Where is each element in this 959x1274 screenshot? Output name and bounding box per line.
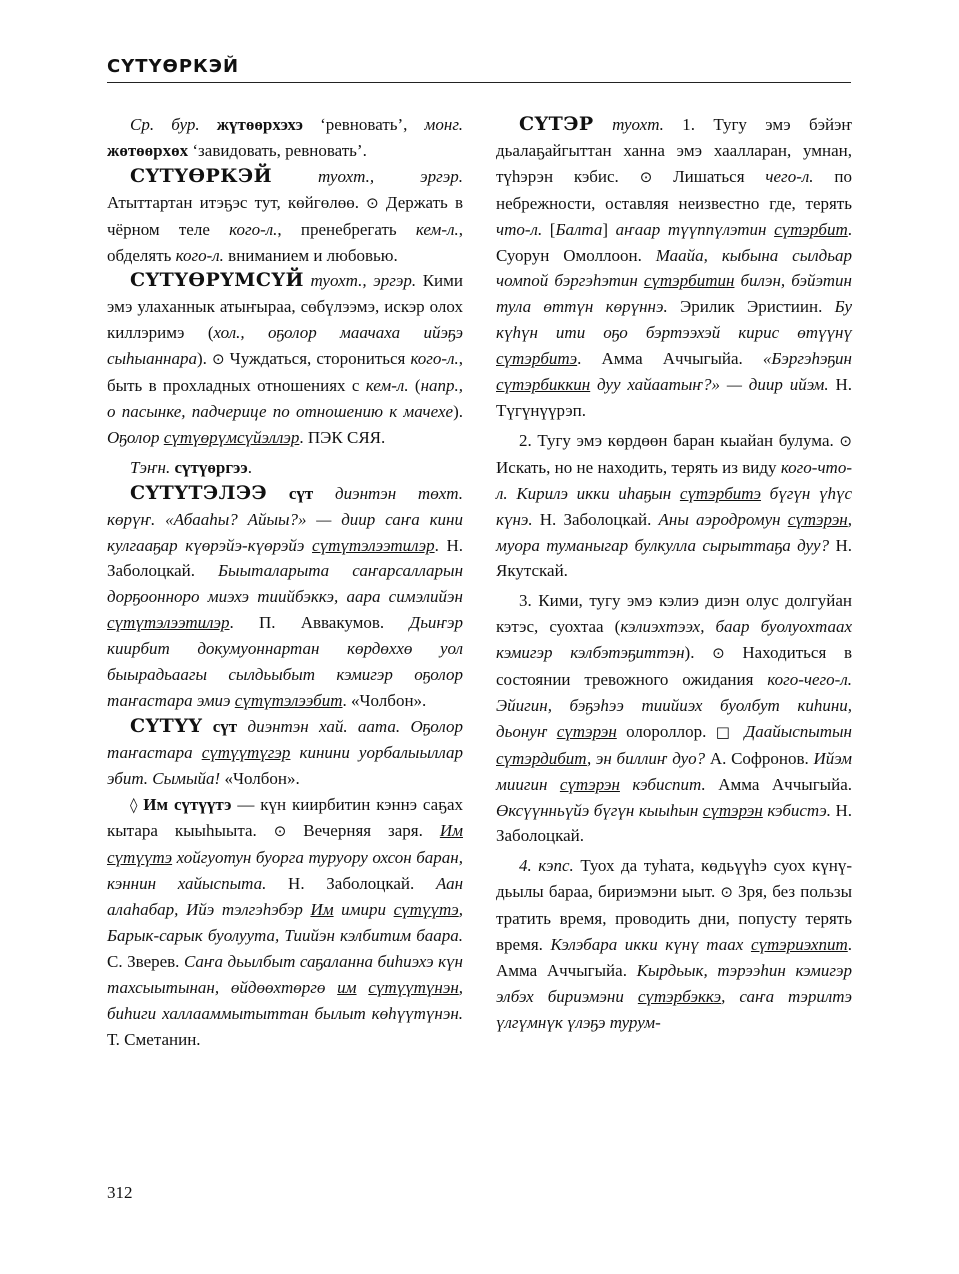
entry-phrase-im-sutuute: ◊ Им сүтүүтэ — күн киирбитин кэннэ саҕах кытара кыыһыыта. ⊙ Вечерняя заря. Им сүтүүтэ хойгуотун буорга туруору охсон баран, кэннин хайыспыта. Н. Заболоцкай. Аан алаһабар, Ийэ тэлгэһэбэр Им имири сүтүүтэ, Барык-сарык буолуута, Тиийэн кэлбитим баара. С. Зверев. Саҥа дьылбыт саҕаланна биһиэхэ күн тахсыытынан, өйдөөхтөргө им сүтүүтүнэн, биһиги халлааммытыттан былыт көһүүтүнэн. Т. Сметанин. <box>107 794 464 1049</box>
entry-continuation: Ср. бур. жүтөөрхэхэ ‘ревновать’, монг. жөтөөрхөх ‘завидовать, ревновать’. <box>107 115 463 160</box>
entry-sutuu: СҮТҮҮ сүт диэнтэн хай. аата. Оҕолор таҥастара сүтүүтүгэр кинини уорбалыыллар эбит. Сымыйа! «Чолбон». <box>107 714 463 788</box>
headword: СҮТҮӨРҮМСҮЙ <box>130 269 304 292</box>
headword: СҮТЭР <box>519 113 594 135</box>
entry-suter-sense-2: 2. Тугу эмэ көрдөөн баран кыайан булума. ⊙ Искать, но не находить, терять из виду кого-что-л. Кирилэ икки иһаҕын сүтэрбитэ бүгүн үһүс күнэ. Н. Заболоцкай. Аны аэродромун сүтэрэн, муора туманыгар булкулла сырыттаҕа дуу? Н. Якутскай. <box>496 430 852 581</box>
entry-suter-sense-3: 3. Кими, тугу эмэ кэлиэ диэн олус долгуйан кэтэс, суохтаа (кэлиэхтээх, баар буолуохтаах кэмигэр кэлбэтэҕиттэн). ⊙ Находиться в состоянии тревожного ожидания кого-чего-л. Эйигин, бэҕэһээ тиийиэх буолбут киһини, дьонуҥ сүтэрэн олороллор. □ Даайыспытын сүтэрдибит, эн биллиҥ дуо? А. Софронов. Ийэм миигин сүтэрэн кэбиспит. Амма Аччыгыйа. Өксүүнньүйэ бүгүн кыыһын сүтэрэн кэбистэ. Н. Заболоцкай. <box>496 591 853 846</box>
headword: СҮТҮӨРКЭЙ <box>130 164 273 187</box>
entry-suter-sense-1: СҮТЭР туохт. 1. Тугу эмэ бэйэҥ дьалаҕайгыттан ханна эмэ хаалларан, умнан, түһэрэн кэбис. ⊙ Лишаться чего-л. по небрежности, оставляя неизвестно где, терять что-л. [Балта] аҥаар түүппүлэтин сүтэрбит. Суорун Омоллоон. Маайа, кыбына сылдьар чомпой бэргэһэтин сүтэрбитин билэн, бэйэтин тула өттүн көрүннэ. Эрилик Эристиин. Бу күһүн ити оҕо бэртээхэй кирис өтүүнү сүтэрбитэ. Амма Аччыгыйа. «Бэргэһэҕин сүтэрбиккин дуу хайаатыҥ?» — диир ийэм. Н. Түгүнүүрэп. <box>496 113 853 420</box>
headword: СҮТҮҮ <box>130 714 203 737</box>
headword: СҮТҮТЭЛЭЭ <box>130 481 268 504</box>
running-header-title: СҮТҮӨРКЭЙ <box>107 56 240 77</box>
translation-marker-icon: ⊙ <box>639 167 653 186</box>
page-number: 312 <box>107 1183 133 1202</box>
running-header <box>107 52 851 83</box>
translation-marker-icon: ⊙ <box>839 431 852 450</box>
entry-cross-reference: Тэҥн. сүтүөргээ. <box>130 457 252 477</box>
left-column <box>107 112 463 1053</box>
translation-marker-icon: ⊙ <box>712 644 725 663</box>
entry-sututelee: СҮТҮТЭЛЭЭ сүт диэнтэн төхт. көрүҥ. «Абааһы? Айыы?» — диир саҥа кини кулгааҕар күөрэйэ-күөрэйэ сүтүтэлээтилэр. Н. Заболоцкай. Быыталарыта саҥарсалларын дорҕоонноро миэхэ тиийбэккэ, аара симэлийэн сүтүтэлээтилэр. П. Аввакумов. Дьиҥэр киирбит докумуоннартан көрдөххө уол быырадьаагы сылдьыбыт кэмигэр оҕолор таҥастара эмиэ сүтүтэлээбит. «Чолбон». <box>107 481 464 710</box>
translation-marker-icon: ⊙ <box>211 350 225 369</box>
entry-sutuorumsui: СҮТҮӨРҮМСҮЙ туохт., эргэр. Кими эмэ улаханнык атыҥыраа, сөбүлээмэ, искэр олох киллэримэ (хол., оҕолор маачаха ийэҕэ сыһыаннара). ⊙ Чуждаться, сторониться кого-л., быть в прохладных отношениях с кем-л. (напр., о пасынке, падчерице по отношению к мачехе). Оҕолор сүтүөрүмсүйэллэр. ПЭК СЯЯ. <box>107 269 464 447</box>
translation-marker-icon: ⊙ <box>366 193 379 212</box>
translation-marker-icon: ⊙ <box>720 883 733 902</box>
entry-suter-sense-4: 4. кэпс. Туох да туһата, көдьүүһэ суох күнү-дьылы бараа, бириэмэни ыыт. ⊙ Зря, без пользы тратить время, проводить дни, попусту терять время. Кэлэбара икки күнү таах сүтэриэхпит. Амма Аччыгыйа. Кырдьык, тэрээһин кэмигэр элбэх бириэмэни сүтэрбэккэ, саҥа тэрилтэ үлгүмнүк үлэҕэ турум- <box>496 856 852 1032</box>
right-column <box>496 112 852 1036</box>
entry-sutuorkei: СҮТҮӨРКЭЙ туохт., эргэр. Атыттартан итэҕэс тут, көйгөлөө. ⊙ Держать в чёрном теле кого-л., пренебрегать кем-л., обделять кого-л. вниманием и любовью. <box>107 164 463 265</box>
translation-marker-icon: ⊙ <box>273 822 287 841</box>
square-marker-icon: □ <box>715 722 736 741</box>
phrase-diamond-icon: ◊ <box>130 795 138 814</box>
